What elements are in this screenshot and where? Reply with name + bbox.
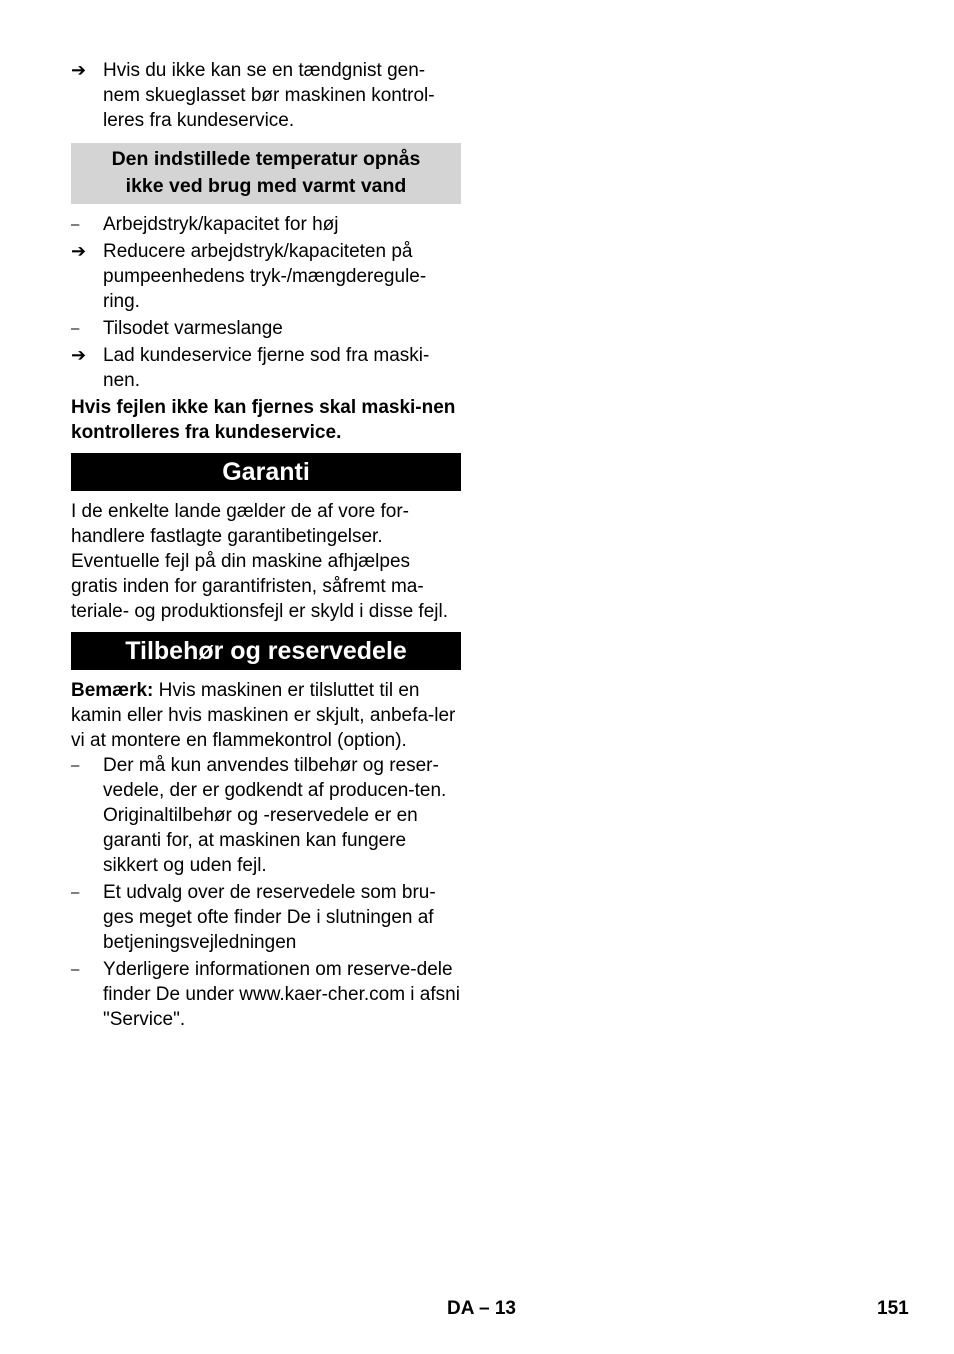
page-number: 151 xyxy=(877,1298,909,1319)
cause-item xyxy=(71,316,461,341)
dash-bullet: – xyxy=(71,757,80,774)
section-heading-tilbehor: Tilbehør og reservedele xyxy=(71,632,461,670)
cause-item xyxy=(71,212,461,237)
left-column xyxy=(71,58,461,1032)
action-text: Reducere arbejdstryk/kapaciteten på pumpeenhedens tryk-/mængderegule-ring. xyxy=(103,241,427,312)
list-item xyxy=(71,957,461,1032)
cause-text: Tilsodet varmeslange xyxy=(103,318,283,339)
dash-bullet: – xyxy=(71,884,80,901)
section-heading-garanti: Garanti xyxy=(71,453,461,491)
dash-bullet: – xyxy=(71,961,80,978)
dash-bullet: – xyxy=(71,216,80,233)
tilbehor-note xyxy=(71,678,461,753)
list-item-text: Der må kun anvendes tilbehør og reser-vedele, der er godkendt af producen-ten. Originaltilbehør og -reservedele er en garanti for, at maskinen kan fungere sikkert og uden fejl. xyxy=(103,755,447,876)
arrow-right-icon: ➔ xyxy=(71,60,87,80)
arrow-right-icon: ➔ xyxy=(71,345,87,365)
list-item xyxy=(71,880,461,955)
arrow-right-icon: ➔ xyxy=(71,241,87,261)
action-item xyxy=(71,58,461,133)
trouble-heading-line2: ikke ved brug med varmt vand xyxy=(125,175,407,197)
trouble-note: Hvis fejlen ikke kan fjernes skal maski-nen kontrolleres fra kundeservice. xyxy=(71,397,456,443)
list-item xyxy=(71,753,461,878)
trouble-heading xyxy=(71,143,461,204)
note-text: Hvis maskinen er tilsluttet til en kamin eller hvis maskinen er skjult, anbefa-ler vi at montere en flammekontrol (option). xyxy=(71,680,456,751)
section-page-label: DA – 13 xyxy=(447,1298,516,1319)
cause-text: Arbejdstryk/kapacitet for høj xyxy=(103,214,339,235)
trouble-heading-line1: Den indstillede temperatur opnås xyxy=(111,148,421,170)
list-item-text: Yderligere informationen om reserve-dele finder De under www.kaer-cher.com i afsni "Service". xyxy=(103,959,460,1030)
note-label: Bemærk: xyxy=(71,680,154,701)
action-item xyxy=(71,239,461,314)
action-text: Lad kundeservice fjerne sod fra maski-nen. xyxy=(103,345,430,391)
garanti-body: I de enkelte lande gælder de af vore for-handlere fastlagte garantibetingelser. Eventuelle fejl på din maskine afhjælpes gratis inden for garantifristen, såfremt ma-teriale- og produktionsfejl er skyld i disse fejl. xyxy=(71,501,449,622)
dash-bullet: – xyxy=(71,320,80,337)
action-item xyxy=(71,343,461,393)
list-item-text: Et udvalg over de reservedele som bru-ges meget ofte finder De i slutningen af betjeningsvejledningen xyxy=(103,882,436,953)
action-text: Hvis du ikke kan se en tændgnist gen-nem skueglasset bør maskinen kontrol-leres fra kundeservice. xyxy=(103,60,435,131)
